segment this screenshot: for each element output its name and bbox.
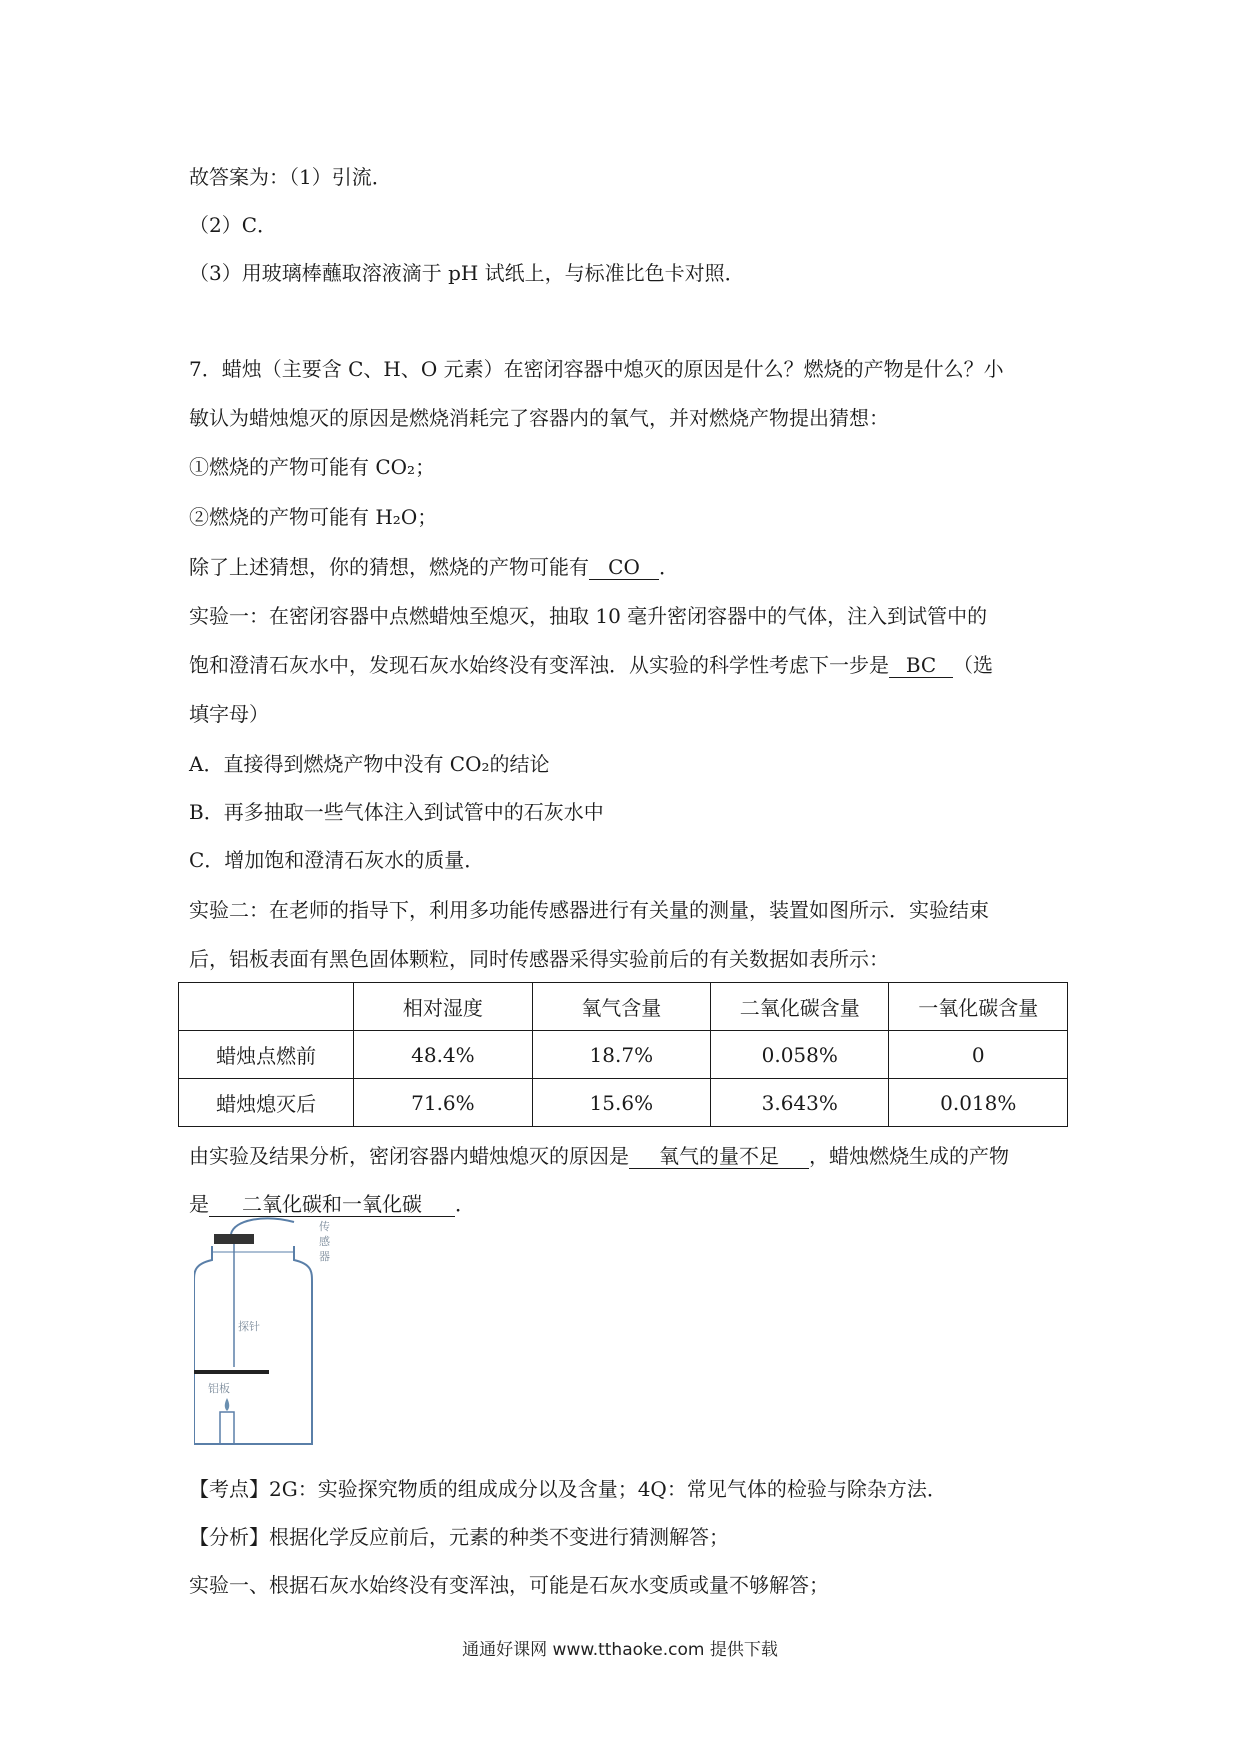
table-cell: 3.643% <box>711 1079 889 1127</box>
q7-exp1-answer: BC <box>889 653 953 678</box>
sensor-data-table <box>178 982 1068 1127</box>
q7-guess-1: ①燃烧的产物可能有 CO₂； <box>189 455 436 479</box>
table-header-cell <box>179 983 354 1031</box>
q7-exp1-line-2 <box>189 651 993 679</box>
bottle <box>194 1246 312 1444</box>
q7-conclusion-line-1 <box>189 1142 1009 1170</box>
probe-label: 探针 <box>238 1320 260 1333</box>
q7-conclusion-line-1-suffix: ，蜡烛燃烧生成的产物 <box>809 1144 1009 1168</box>
table-cell: 蜡烛点燃前 <box>179 1031 354 1079</box>
q7-intro-line-1: 7．蜡烛（主要含 C、H、O 元素）在密闭容器中熄灭的原因是什么？燃烧的产物是什么？小 <box>189 357 1004 381</box>
table-header-cell: 一氧化碳含量 <box>889 983 1068 1031</box>
q7-conclusion-answer-2: 二氧化碳和一氧化碳 <box>209 1192 455 1217</box>
q7-intro-line-2: 敏认为蜡烛熄灭的原因是燃烧消耗完了容器内的氧气，并对燃烧产物提出猜想： <box>189 406 889 430</box>
answer-line-3: （3）用玻璃棒蘸取溶液滴于 pH 试纸上，与标准比色卡对照． <box>189 261 745 285</box>
table-header-row <box>179 983 1068 1031</box>
q7-option-b: B．再多抽取一些气体注入到试管中的石灰水中 <box>189 800 604 824</box>
sensor-label-2: 感 <box>319 1235 330 1248</box>
analysis-exp1: 实验一、根据石灰水始终没有变浑浊，可能是石灰水变质或量不够解答； <box>189 1573 829 1597</box>
q7-conclusion-line-1-prefix: 由实验及结果分析，密闭容器内蜡烛熄灭的原因是 <box>189 1144 629 1168</box>
q7-option-c: C．增加饱和澄清石灰水的质量． <box>189 848 485 872</box>
answer-line-2: （2）C． <box>189 213 278 237</box>
table-cell: 71.6% <box>354 1079 532 1127</box>
q7-exp1-line-3: 填字母） <box>189 702 269 726</box>
table-cell: 0.018% <box>889 1079 1068 1127</box>
q7-guess-3-answer: CO <box>589 555 659 580</box>
table-row <box>179 1031 1068 1079</box>
q7-conclusion-line-2-prefix: 是 <box>189 1192 209 1216</box>
table-cell: 0 <box>889 1031 1068 1079</box>
page-footer: 通通好课网 www.tthaoke.com 提供下载 <box>462 1640 778 1660</box>
analysis-kaodian: 【考点】2G：实验探究物质的组成成分以及含量；4Q：常见气体的检验与除杂方法． <box>189 1477 947 1501</box>
answer-line-1: 故答案为：（1）引流． <box>189 165 392 189</box>
table-header-cell: 二氧化碳含量 <box>711 983 889 1031</box>
q7-exp1-line-2-prefix: 饱和澄清石灰水中，发现石灰水始终没有变浑浊．从实验的科学性考虑下一步是 <box>189 653 889 677</box>
q7-exp2-line-2: 后，铝板表面有黑色固体颗粒，同时传感器采得实验前后的有关数据如表所示： <box>189 947 889 971</box>
sensor-label-1: 传 <box>319 1220 330 1233</box>
table-cell: 0.058% <box>711 1031 889 1079</box>
q7-exp1-line-1: 实验一：在密闭容器中点燃蜡烛至熄灭，抽取 10 毫升密闭容器中的气体，注入到试管中的 <box>189 604 988 628</box>
sensor-label-3: 器 <box>319 1250 330 1263</box>
q7-guess-3 <box>189 553 679 581</box>
q7-guess-3-suffix: ． <box>659 555 679 579</box>
table-cell: 15.6% <box>532 1079 710 1127</box>
candle-flame <box>225 1398 230 1411</box>
q7-guess-3-prefix: 除了上述猜想，你的猜想，燃烧的产物可能有 <box>189 555 589 579</box>
table-cell: 48.4% <box>354 1031 532 1079</box>
apparatus-figure <box>194 1212 344 1447</box>
table-row <box>179 1079 1068 1127</box>
q7-conclusion-line-2-suffix: ． <box>455 1192 475 1216</box>
table-cell: 18.7% <box>532 1031 710 1079</box>
stopper <box>214 1234 254 1244</box>
plate-label: 铝板 <box>208 1382 230 1395</box>
q7-guess-2: ②燃烧的产物可能有 H₂O； <box>189 505 438 529</box>
table-header-cell: 相对湿度 <box>354 983 532 1031</box>
q7-option-a: A．直接得到燃烧产物中没有 CO₂的结论 <box>189 752 550 776</box>
table-cell: 蜡烛熄灭后 <box>179 1079 354 1127</box>
sensor-cable <box>231 1218 294 1234</box>
table-header-cell: 氧气含量 <box>532 983 710 1031</box>
q7-exp2-line-1: 实验二：在老师的指导下，利用多功能传感器进行有关量的测量，装置如图所示．实验结束 <box>189 898 989 922</box>
analysis-fenxi: 【分析】根据化学反应前后，元素的种类不变进行猜测解答； <box>189 1525 729 1549</box>
q7-conclusion-answer-1: 氧气的量不足 <box>629 1144 809 1169</box>
q7-exp1-line-2-suffix: （选 <box>953 653 993 677</box>
candle <box>220 1412 234 1444</box>
